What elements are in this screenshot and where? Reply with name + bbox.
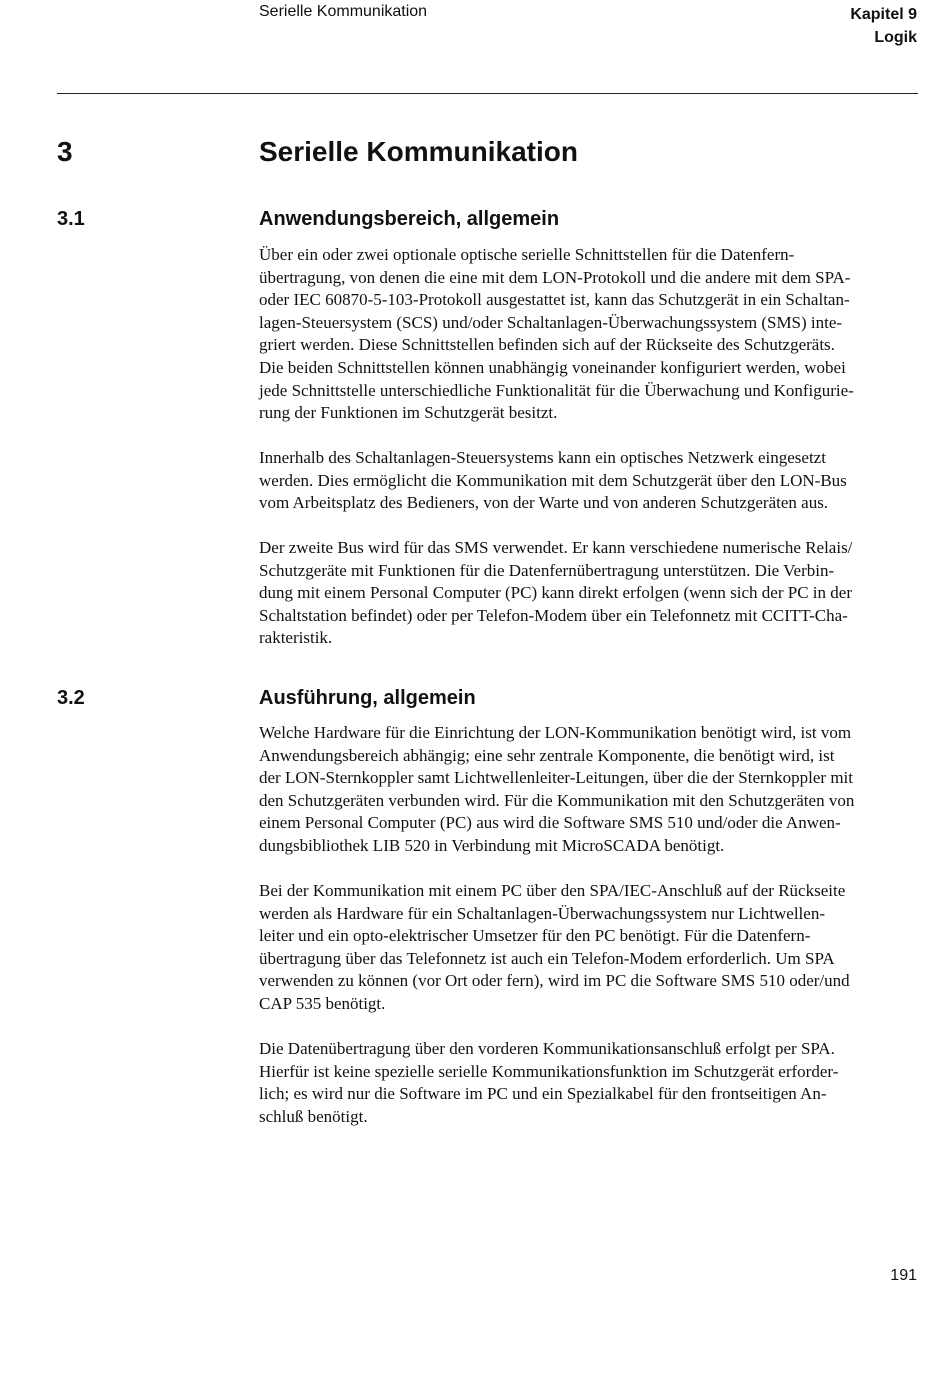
subsection-title: Ausführung, allgemein (259, 687, 476, 709)
subsection-number: 3.1 (57, 208, 85, 230)
body-paragraph: Innerhalb des Schaltanlagen-Steuersystems kann ein optisches Netzwerk eingesetzt werden. Dies ermöglicht die Kommunikation mit dem Schutzgerät über den LON-Bus vom Arbeitsplatz des Bedieners, von der Warte und von anderen Schutzgeräten aus. (259, 448, 847, 513)
running-title: Serielle Kommunikation (259, 3, 428, 20)
body-paragraph: Der zweite Bus wird für das SMS verwendet. Er kann verschiedene numerische Relais/ Schutzgeräte mit Funktionen für die Datenfernübertragung unterstützen. Die Verbin- dung mit einem Personal Computer (PC) kann direkt erfolgen (wenn sich der PC in der Schaltstation befindet) oder per Telefon-Modem über ein Telefonnetz mit CCITT-Cha- rakteristik. (259, 538, 853, 648)
body-paragraph: Welche Hardware für die Einrichtung der LON-Kommunikation benötigt wird, ist vom Anwendungsbereich abhängig; eine sehr zentrale Komponente, die benötigt wird, ist der LON-Sternkoppler samt Lichtwellenleiter-Leitungen, über die der Sternkoppler mit den Schutzgeräten verbunden wird. Für die Kommunikation mit den Schutzgeräten von einem Personal Computer (PC) aus wird die Software SMS 510 und/oder die Anwen- dungsbibliothek LIB 520 in Verbindung mit MicroSCADA benötigt. (259, 723, 855, 855)
subsection-number: 3.2 (57, 687, 85, 709)
body-paragraph: Über ein oder zwei optionale optische serielle Schnittstellen für die Datenfern- übertragung, von denen die eine mit dem LON-Protokoll und die andere mit dem SPA- oder IEC 60870-5-103-Protokoll ausgestattet ist, kann das Schutzgerät in ein Schaltan- lagen-Steuersystem (SCS) und/oder Schaltanlagen-Überwachungssystem (SMS) inte- griert werden. Diese Schnittstellen befinden sich auf der Rückseite des Schutzgeräts. Die beiden Schnittstellen können unabhängig voneinander konfiguriert werden, wobei jede Schnittstelle unterschiedliche Funktionalität für die Überwachung und Konfigurie- rung der Funktionen im Schutzgerät besitzt. (259, 245, 854, 423)
body-paragraph: Die Datenübertragung über den vorderen Kommunikationsanschluß erfolgt per SPA. Hierfür ist keine spezielle serielle Kommunikationsfunktion im Schutzgerät erforder- lich; es wird nur die Software im PC und ein Spezialkabel für den frontseitigen An- schluß benötigt. (259, 1039, 839, 1126)
page-number: 191 (890, 1267, 917, 1284)
section-title: Serielle Kommunikation (259, 136, 578, 167)
subsection-title: Anwendungsbereich, allgemein (259, 208, 560, 230)
body-paragraph: Bei der Kommunikation mit einem PC über den SPA/IEC-Anschluß auf der Rückseite werden als Hardware für ein Schaltanlagen-Überwachungssystem nur Lichtwellen- leiter und ein opto-elektrischer Umsetzer für den PC benötigt. Für die Datenfern- übertragung über das Telefonnetz ist auch ein Telefon-Modem erforderlich. Um SPA verwenden zu können (vor Ort oder fern), wird im PC die Software SMS 510 oder/und CAP 535 benötigt. (259, 881, 850, 1013)
chapter-title: Logik (874, 29, 917, 46)
header-rule (57, 93, 918, 94)
chapter-number: Kapitel 9 (850, 6, 917, 23)
section-number: 3 (57, 136, 73, 167)
chapter-label (850, 3, 917, 49)
